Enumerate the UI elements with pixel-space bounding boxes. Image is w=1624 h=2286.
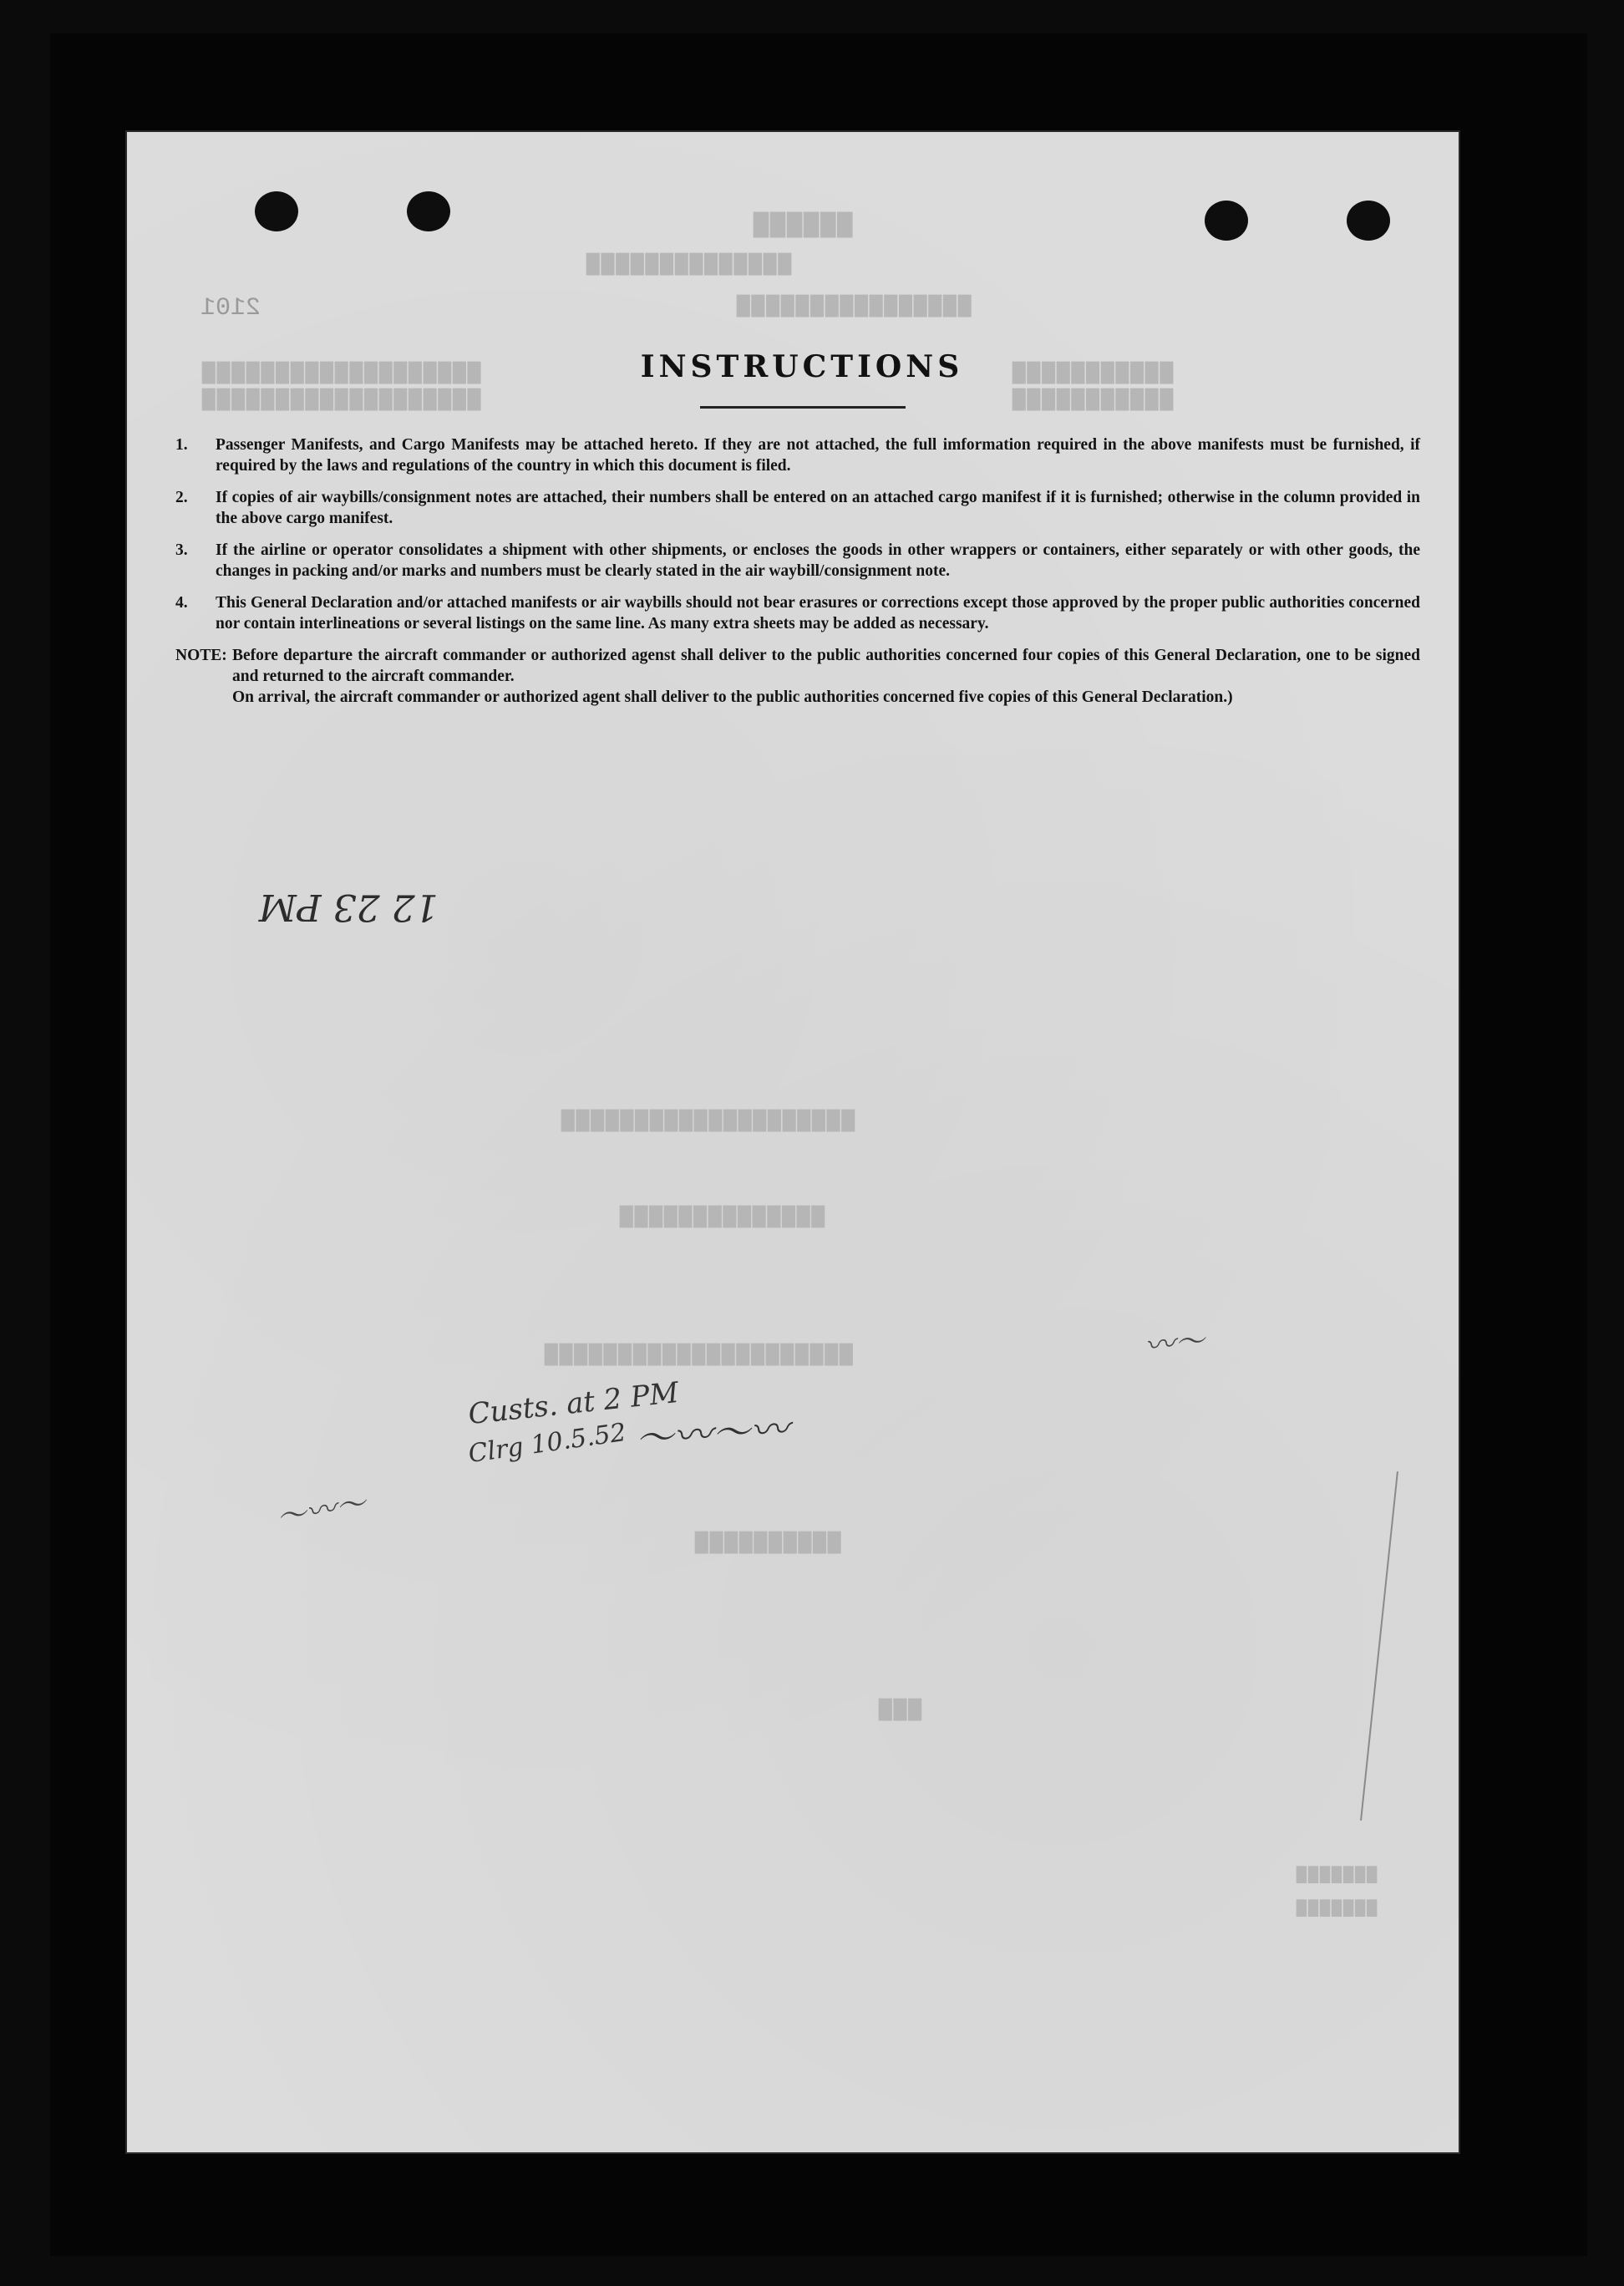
note-departure-text: Before departure the aircraft commander or authorized agenst shall deliver to the public authorities concerned four copies of this General Declaration, one to be signed and returned to the aircraft commander. xyxy=(232,647,1420,685)
instruction-text: This General Declaration and/or attached manifests or air waybills should not bear erasures or corrections except those approved by the proper public authorities concerned nor contain interlineations or several listings on the same line. As many extra sheets may be added as necessary. xyxy=(216,594,1420,632)
instruction-number: 4. xyxy=(175,594,188,612)
handwritten-time: 12 23 PM xyxy=(259,886,439,928)
signature-scribble: 〜〰〜 xyxy=(273,1486,369,1537)
instruction-item xyxy=(175,540,1420,582)
bleed-through-text: ▇▇▇▇▇▇▇▇▇▇▇▇▇▇ xyxy=(585,251,792,277)
punch-hole xyxy=(255,191,298,231)
bleed-through-text: ▇▇▇▇▇▇▇▇▇▇▇▇▇▇▇▇▇▇▇▇▇ xyxy=(543,1342,853,1367)
bleed-through-text: ▇▇▇▇▇▇ xyxy=(752,211,853,240)
bleed-through-text: ▇▇▇▇▇▇▇▇▇▇▇ xyxy=(1011,387,1174,412)
instruction-number: 3. xyxy=(175,541,188,559)
bleed-through-text: ▇▇▇▇▇▇▇▇▇▇▇ xyxy=(1011,360,1174,385)
punch-hole xyxy=(407,191,450,231)
instruction-item xyxy=(175,434,1420,476)
instruction-item xyxy=(175,487,1420,529)
handwritten-number: 2101 xyxy=(200,294,261,323)
title-underline xyxy=(700,406,906,409)
bleed-through-text: ▇▇▇▇▇▇▇▇▇▇▇▇▇▇ xyxy=(618,1204,825,1229)
instructions-list xyxy=(175,434,1420,708)
signature-scribble: 〜〰〜〰 xyxy=(633,1405,790,1462)
bleed-through-text: ▇▇▇▇▇▇▇▇▇▇▇▇▇▇▇▇▇▇▇ xyxy=(200,360,481,385)
bleed-through-text: ▇▇▇▇▇▇▇▇▇▇ xyxy=(693,1530,841,1555)
instruction-number: 1. xyxy=(175,436,188,454)
instruction-text: If copies of air waybills/consignment notes are attached, their numbers shall be entered on an attached cargo manifest if it is furnished; otherwise in the column provided in the above cargo manifest. xyxy=(216,489,1420,527)
punch-hole xyxy=(1347,201,1390,241)
bleed-through-text: ▇▇▇▇▇▇▇▇▇▇▇▇▇▇▇▇▇▇▇ xyxy=(200,387,481,412)
handwritten-customs-note: Custs. at 2 PM xyxy=(466,1375,681,1432)
handwritten-clearance-note: Clrg 10.5.52 xyxy=(466,1417,628,1470)
note-label: NOTE: xyxy=(175,647,227,664)
instruction-text: Passenger Manifests, and Cargo Manifests may be attached hereto. If they are not attached, the full imformation required in the above manifests must be furnished, if required by the laws and regulations of the country in which this document is filed. xyxy=(216,436,1420,475)
bleed-through-text: ▇▇▇▇▇▇▇▇▇▇▇▇▇▇▇▇▇▇▇▇ xyxy=(560,1108,855,1133)
note-section xyxy=(175,645,1420,708)
bleed-through-text: ▇▇▇▇▇▇▇ xyxy=(1295,1899,1378,1918)
punch-hole xyxy=(1205,201,1248,241)
page-title: INSTRUCTIONS xyxy=(640,349,964,384)
note-body xyxy=(232,645,1420,708)
bleed-through-text: ▇▇▇▇▇▇▇ xyxy=(1295,1866,1378,1885)
signature-scribble: 〰〜 xyxy=(1143,1323,1207,1364)
instruction-number: 2. xyxy=(175,489,188,506)
instruction-text: If the airline or operator consolidates a shipment with other shipments, or encloses the goods in other wrappers or containers, either separately or with other goods, the changes in packing and/or marks and numbers must be clearly stated in the air waybill/consignment note. xyxy=(216,541,1420,580)
note-arrival-text: On arrival, the aircraft commander or authorized agent shall deliver to the public authorities concerned five copies of this General Declaration.) xyxy=(232,688,1233,706)
bleed-through-text: ▇▇▇ xyxy=(877,1697,921,1722)
bleed-through-text: ▇▇▇▇▇▇▇▇▇▇▇▇▇▇▇▇ xyxy=(735,293,972,318)
instruction-item xyxy=(175,592,1420,634)
